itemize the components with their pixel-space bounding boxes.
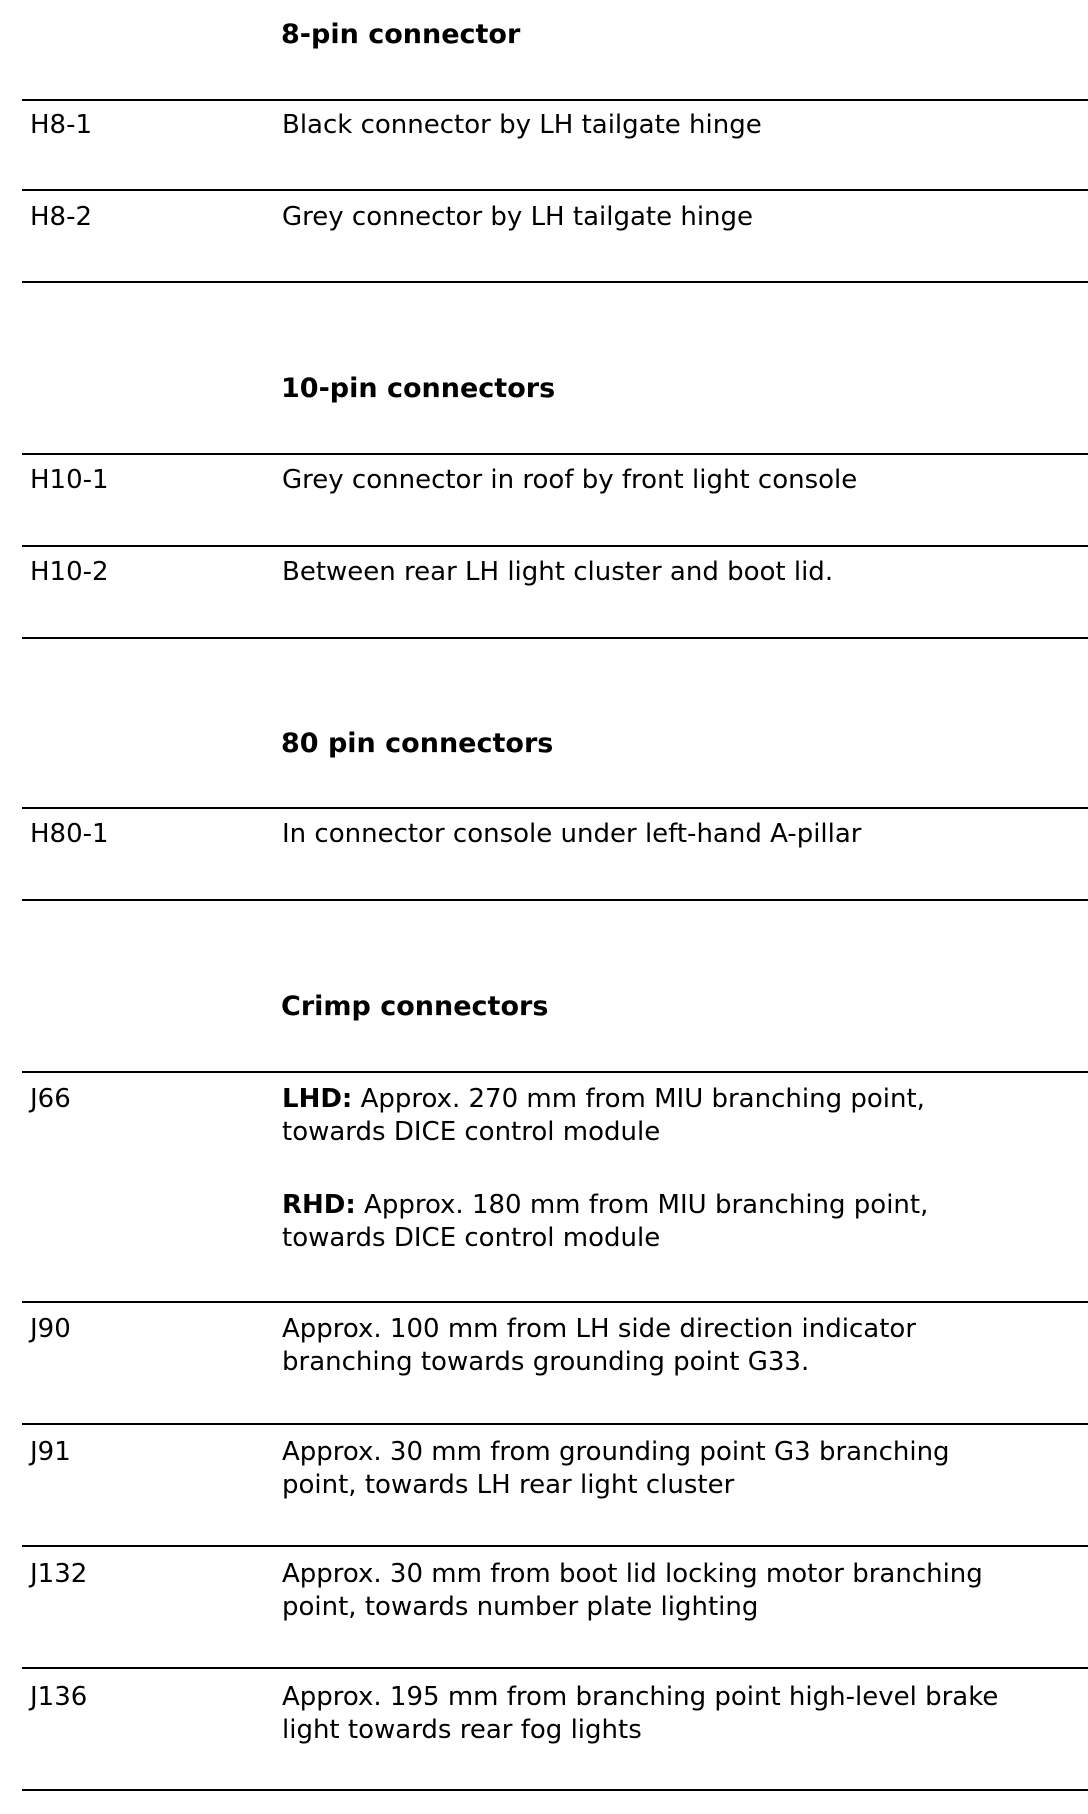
connector-code-j66: J66 bbox=[30, 1084, 71, 1114]
connector-desc-j66-rhd-line2: towards DICE control module bbox=[282, 1223, 661, 1253]
connector-desc-h8-1: Black connector by LH tailgate hinge bbox=[282, 110, 762, 140]
connector-desc-j90-line1: Approx. 100 mm from LH side direction indicator bbox=[282, 1314, 917, 1344]
connector-desc-j90-line2: branching towards grounding point G33. bbox=[282, 1347, 810, 1377]
table-rule bbox=[22, 1545, 1088, 1547]
table-rule bbox=[22, 1423, 1088, 1425]
connector-code-h80-1: H80-1 bbox=[30, 819, 109, 849]
connector-code-h10-1: H10-1 bbox=[30, 465, 109, 495]
connector-desc-j136-line2: light towards rear fog lights bbox=[282, 1715, 642, 1745]
connector-code-h8-2: H8-2 bbox=[30, 202, 93, 232]
connector-desc-j66-rhd-line1 bbox=[282, 1189, 928, 1222]
connector-desc-h80-1: In connector console under left-hand A-pillar bbox=[282, 819, 862, 849]
connector-desc-j91-line1: Approx. 30 mm from grounding point G3 branching bbox=[282, 1437, 950, 1467]
connector-desc-h10-2: Between rear LH light cluster and boot lid. bbox=[282, 557, 834, 587]
connector-desc-h8-2: Grey connector by LH tailgate hinge bbox=[282, 202, 754, 232]
section-heading-8-pin: 8-pin connector bbox=[281, 19, 521, 50]
connector-desc-j66-lhd-line2: towards DICE control module bbox=[282, 1117, 661, 1147]
table-rule bbox=[22, 1301, 1088, 1303]
table-rule bbox=[22, 189, 1088, 191]
table-rule bbox=[22, 453, 1088, 455]
rhd-text: Approx. 180 mm from MIU branching point, bbox=[355, 1190, 929, 1220]
rhd-label: RHD: bbox=[282, 1190, 356, 1220]
connector-code-j132: J132 bbox=[30, 1559, 88, 1589]
section-heading-80-pin: 80 pin connectors bbox=[281, 728, 554, 759]
table-rule bbox=[22, 99, 1088, 101]
connector-desc-j132-line1: Approx. 30 mm from boot lid locking motor branching bbox=[282, 1559, 983, 1589]
connector-desc-j132-line2: point, towards number plate lighting bbox=[282, 1592, 759, 1622]
connector-code-h10-2: H10-2 bbox=[30, 557, 109, 587]
section-heading-crimp: Crimp connectors bbox=[281, 991, 549, 1022]
table-rule bbox=[22, 545, 1088, 547]
table-rule bbox=[22, 899, 1088, 901]
connector-code-j91: J91 bbox=[30, 1437, 71, 1467]
connector-desc-j91-line2: point, towards LH rear light cluster bbox=[282, 1470, 735, 1500]
table-rule bbox=[22, 1071, 1088, 1073]
table-rule bbox=[22, 637, 1088, 639]
table-rule bbox=[22, 807, 1088, 809]
table-rule bbox=[22, 1789, 1088, 1791]
lhd-label: LHD: bbox=[282, 1084, 353, 1114]
section-heading-10-pin: 10-pin connectors bbox=[281, 373, 556, 404]
lhd-text: Approx. 270 mm from MIU branching point, bbox=[352, 1084, 925, 1114]
connector-code-j90: J90 bbox=[30, 1314, 71, 1344]
table-rule bbox=[22, 1667, 1088, 1669]
connector-code-h8-1: H8-1 bbox=[30, 110, 93, 140]
connector-desc-j136-line1: Approx. 195 mm from branching point high-level brake bbox=[282, 1682, 999, 1712]
connector-code-j136: J136 bbox=[30, 1682, 88, 1712]
connector-desc-j66-lhd-line1 bbox=[282, 1083, 925, 1116]
connector-desc-h10-1: Grey connector in roof by front light console bbox=[282, 465, 858, 495]
table-rule bbox=[22, 281, 1088, 283]
